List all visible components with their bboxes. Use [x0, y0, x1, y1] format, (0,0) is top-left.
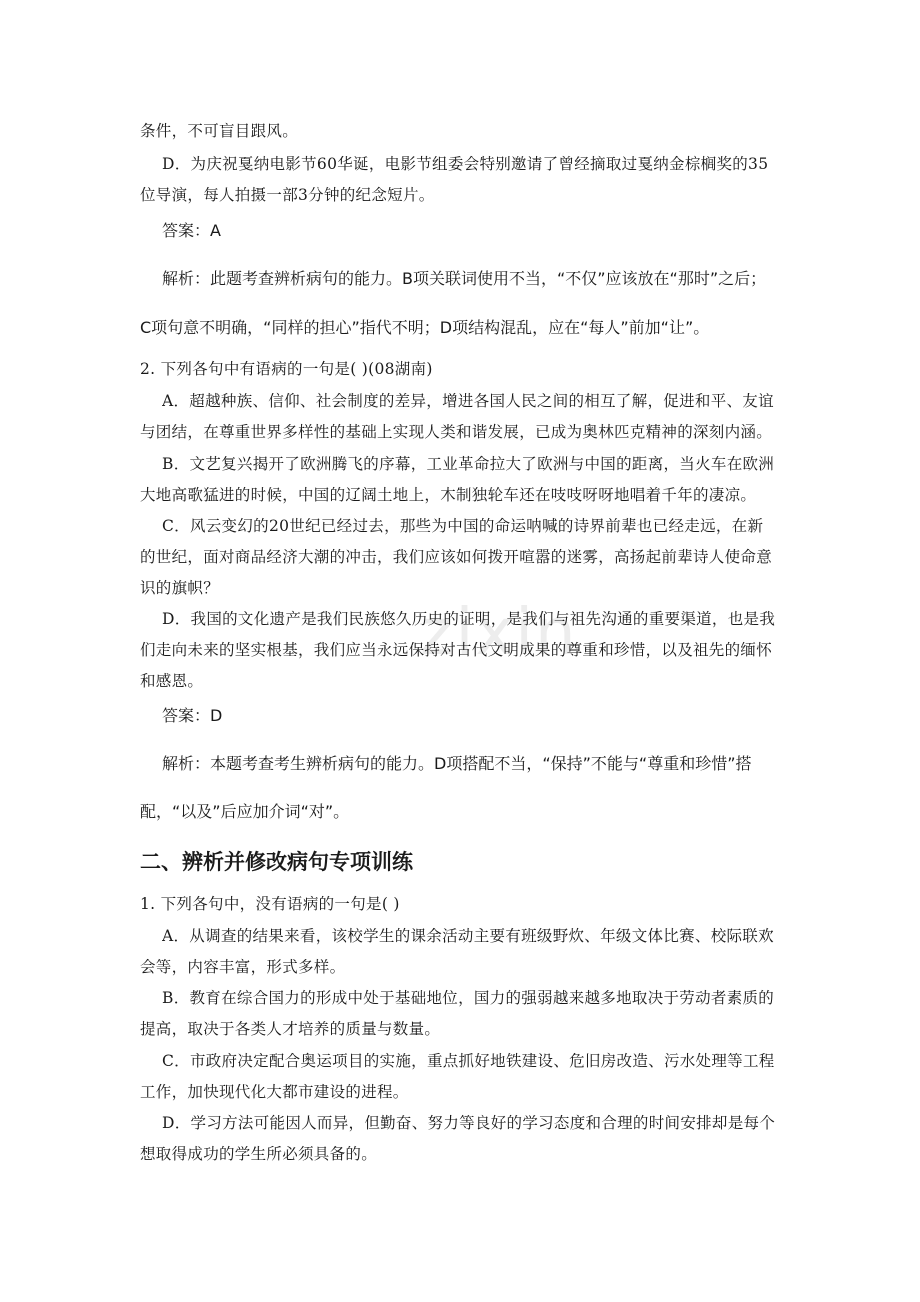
answer: 答案：A	[162, 221, 221, 240]
text-line: 与团结，在尊重世界多样性的基础上实现人类和谐发展，已成为奥林匹克精神的深刻内涵。	[140, 423, 773, 441]
text-line: 们走向未来的坚实根基，我们应当永远保持对古代文明成果的尊重和珍惜，以及祖先的缅怀	[140, 641, 773, 659]
option-d: D．学习方法可能因人而异，但勤奋、努力等良好的学习态度和合理的时间安排却是每个	[162, 1114, 776, 1132]
text-line: 大地高歌猛进的时候，中国的辽阔土地上，木制独轮车还在吱吱呀呀地唱着千年的凄凉。	[140, 486, 757, 504]
analysis: 解析：此题考查辨析病句的能力。B项关联词使用不当，“不仅”应该放在“那时”之后；	[162, 269, 767, 288]
analysis: C项句意不明确，“同样的担心”指代不明；D项结构混乱，应在“每人”前加“让”。	[140, 318, 710, 337]
option-d: D．为庆祝戛纳电影节60华诞，电影节组委会特别邀请了曾经摘取过戛纳金棕榈奖的35	[162, 155, 769, 173]
option-a: A．从调查的结果来看，该校学生的课余活动主要有班级野炊、年级文体比赛、校际联欢	[162, 927, 774, 945]
text-line: 工作，加快现代化大都市建设的进程。	[140, 1083, 409, 1101]
watermark: zixin	[420, 596, 578, 670]
text-line: 和感恩。	[140, 672, 204, 690]
text-line: 想取得成功的学生所必须具备的。	[140, 1145, 378, 1163]
option-a: A．超越种族、信仰、社会制度的差异，增进各国人民之间的相互了解，促进和平、友谊	[162, 392, 774, 410]
answer: 答案：D	[162, 706, 223, 725]
text-line: 条件，不可盲目跟风。	[140, 122, 299, 140]
option-b: B．教育在综合国力的形成中处于基础地位，国力的强弱越来越多地取决于劳动者素质的	[162, 989, 775, 1007]
question-stem: 1. 下列各句中，没有语病的一句是( )	[140, 895, 400, 913]
text-line: 的世纪，面对商品经济大潮的冲击，我们应该如何拨开喧嚣的迷雾，高扬起前辈诗人使命意	[140, 548, 773, 566]
option-b: B．文艺复兴揭开了欧洲腾飞的序幕，工业革命拉大了欧洲与中国的距离，当火车在欧洲	[162, 455, 775, 473]
option-d: D．我国的文化遗产是我们民族悠久历史的证明，是我们与祖先沟通的重要渠道，也是我	[162, 610, 776, 628]
question-stem: 2. 下列各句中有语病的一句是( )(08湖南)	[140, 360, 433, 378]
analysis: 解析：本题考查考生辨析病句的能力。D项搭配不当，“保持”不能与“尊重和珍惜”搭	[162, 754, 752, 773]
section-heading: 二、辨析并修改病句专项训练	[140, 850, 413, 874]
text-line: 识的旗帜？	[140, 579, 220, 597]
analysis: 配，“以及”后应加介词“对”。	[140, 802, 350, 821]
option-c: C．风云变幻的20世纪已经过去，那些为中国的命运呐喊的诗界前辈也已经走远，在新	[162, 517, 764, 535]
text-line: 会等，内容丰富，形式多样。	[140, 958, 346, 976]
text-line: 位导演，每人拍摄一部3分钟的纪念短片。	[140, 186, 435, 204]
text-line: 提高，取决于各类人才培养的质量与数量。	[140, 1020, 441, 1038]
option-c: C．市政府决定配合奥运项目的实施，重点抓好地铁建设、危旧房改造、污水处理等工程	[162, 1052, 775, 1070]
